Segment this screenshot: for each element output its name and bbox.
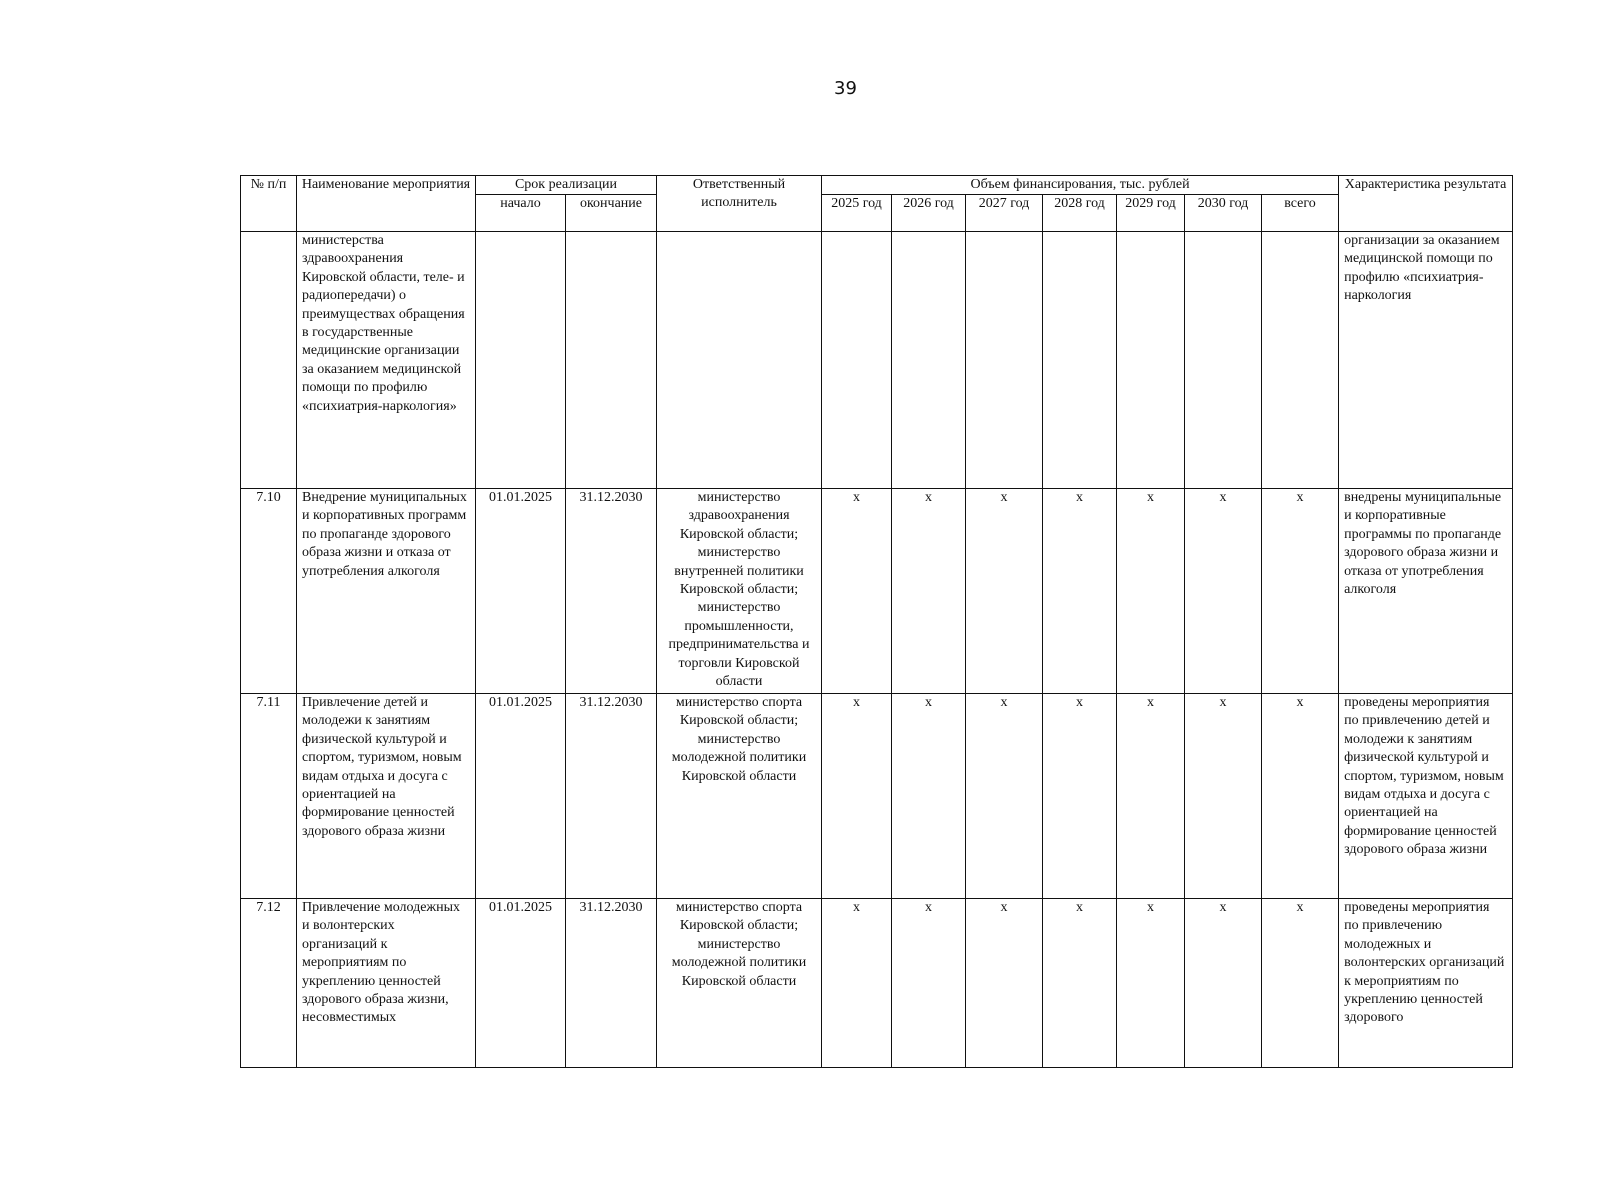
row-fund-2030: x [1185,694,1262,899]
row-fund-2027: x [966,694,1043,899]
header-year-2027: 2027 год [966,195,1043,232]
row-fund-2026: x [892,489,966,694]
table-row [241,489,1513,694]
row-fund-total: x [1262,899,1339,1068]
row-fund-2025: x [822,489,892,694]
row-name: министерства здравоохранения Кировской области, теле- и радиопередачи) о преимуществах обращения в государственные медицинские организации за оказанием медицинской помощи по профилю «психиатрия-наркология» [297,232,476,489]
row-name: Внедрение муниципальных и корпоративных программ по пропаганде здорового образа жизни и отказа от употребления алкоголя [297,489,476,694]
row-executor: министерство спорта Кировской области; министерство молодежной политики Кировской области [657,694,822,899]
row-fund-2025: x [822,899,892,1068]
row-fund-2029: x [1117,899,1185,1068]
row-fund-2027: x [966,489,1043,694]
row-fund-2029: x [1117,694,1185,899]
header-year-2029: 2029 год [1117,195,1185,232]
row-fund-2029 [1117,232,1185,489]
header-executor: Ответственный исполнитель [657,176,822,232]
header-end: окончание [566,195,657,232]
row-fund-2029: x [1117,489,1185,694]
header-start: начало [476,195,566,232]
row-fund-2028: x [1043,694,1117,899]
row-fund-2026: x [892,694,966,899]
row-fund-2028: x [1043,489,1117,694]
row-fund-2030: x [1185,899,1262,1068]
row-fund-2030 [1185,232,1262,489]
header-year-2025: 2025 год [822,195,892,232]
row-result: проведены мероприятия по привлечению детей и молодежи к занятиям физической культурой и спортом, туризмом, новым видам отдыха и досуга с ориентацией на формирование ценностей здорового образа жизни [1339,694,1513,899]
header-year-2028: 2028 год [1043,195,1117,232]
row-fund-total: x [1262,694,1339,899]
row-executor: министерство здравоохранения Кировской области; министерство внутренней политики Кировской области; министерство промышленности, предпринимательства и торговли Кировской области [657,489,822,694]
row-num: 7.12 [241,899,297,1068]
header-year-2026: 2026 год [892,195,966,232]
row-end: 31.12.2030 [566,694,657,899]
row-start: 01.01.2025 [476,694,566,899]
row-result: организации за оказанием медицинской помощи по профилю «психиатрия-наркология [1339,232,1513,489]
row-fund-total [1262,232,1339,489]
row-result: проведены мероприятия по привлечению молодежных и волонтерских организаций к мероприятиям по укреплению ценностей здорового [1339,899,1513,1068]
header-name: Наименование мероприятия [297,176,476,232]
header-result: Характеристика результата [1339,176,1513,232]
page-number: 39 [834,78,857,99]
row-end [566,232,657,489]
row-result: внедрены муниципальные и корпоративные программы по пропаганде здорового образа жизни и отказа от употребления алкоголя [1339,489,1513,694]
row-end: 31.12.2030 [566,899,657,1068]
row-fund-total: x [1262,489,1339,694]
row-num: 7.11 [241,694,297,899]
row-end: 31.12.2030 [566,489,657,694]
activities-table [240,175,1513,1068]
row-num [241,232,297,489]
row-executor [657,232,822,489]
row-executor: министерство спорта Кировской области; министерство молодежной политики Кировской области [657,899,822,1068]
row-fund-2028 [1043,232,1117,489]
header-year-2030: 2030 год [1185,195,1262,232]
row-name: Привлечение детей и молодежи к занятиям физической культурой и спортом, туризмом, новым видам отдыха и досуга с ориентацией на формирование ценностей здорового образа жизни [297,694,476,899]
table-header [241,176,1513,232]
row-start: 01.01.2025 [476,489,566,694]
table-row [241,694,1513,899]
header-num: № п/п [241,176,297,232]
header-total: всего [1262,195,1339,232]
header-financing: Объем финансирования, тыс. рублей [822,176,1339,195]
row-fund-2030: x [1185,489,1262,694]
row-start [476,232,566,489]
row-fund-2027 [966,232,1043,489]
row-fund-2028: x [1043,899,1117,1068]
row-fund-2026: x [892,899,966,1068]
row-start: 01.01.2025 [476,899,566,1068]
row-fund-2026 [892,232,966,489]
table-row [241,232,1513,489]
row-fund-2027: x [966,899,1043,1068]
row-fund-2025: x [822,694,892,899]
row-name: Привлечение молодежных и волонтерских организаций к мероприятиям по укреплению ценностей здорового образа жизни, несовместимых [297,899,476,1068]
row-num: 7.10 [241,489,297,694]
table-row [241,899,1513,1068]
header-period: Срок реализации [476,176,657,195]
row-fund-2025 [822,232,892,489]
